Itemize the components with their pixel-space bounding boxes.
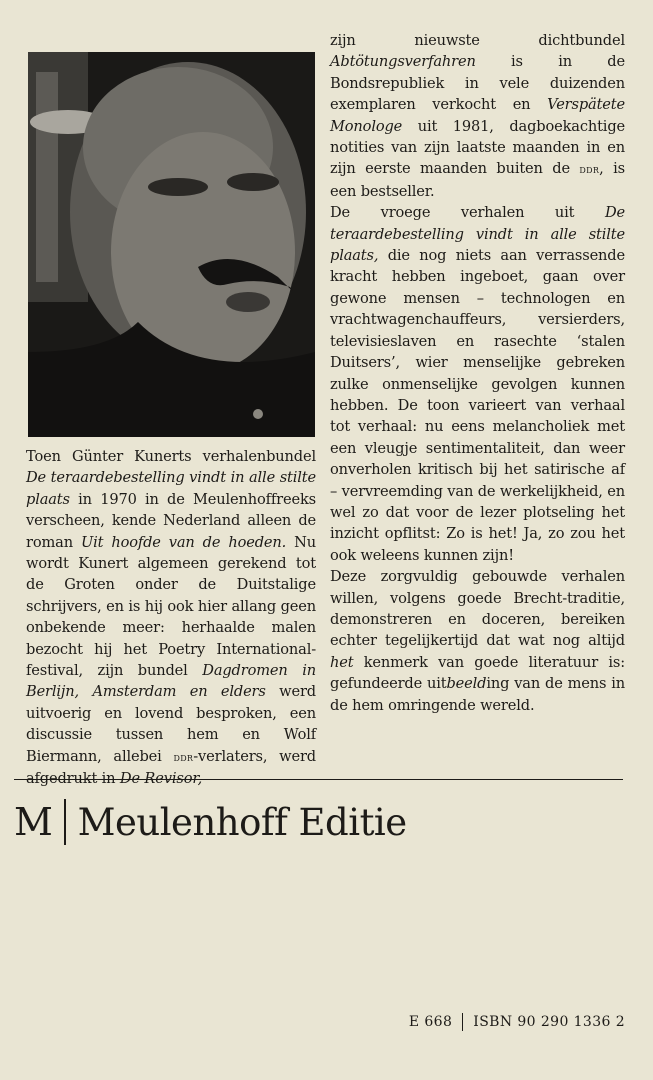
publisher-series-name: Meulenhoff Editie [77,800,407,844]
isbn-line [409,1013,625,1031]
portrait-image [28,52,315,437]
isbn-number: ISBN 90 290 1336 2 [473,1014,625,1030]
text-run: , is een bestseller. [330,160,625,200]
book-title: De teraardebestelling vindt in alle stilte plaats, [330,204,625,265]
text-run: Nu wordt Kunert algemeen gerekend tot de Groten onder de Duitstalige schrijvers, en is hij ook hier allang geen onbekende meer: herhaalde malen bezocht hij het Poetry International-festival, zijn bundel [26,533,316,680]
emphasis: beeld [446,675,487,693]
text-run: Toen Günter Kunerts verhalenbundel [26,448,316,465]
right-paragraph-2 [330,202,625,566]
right-text-column [330,30,625,716]
right-paragraph-1 [330,30,625,202]
book-title: Uit hoofde van de hoeden. [80,533,287,551]
publisher-logo-mark: M [14,800,53,844]
text-run: De vroege verhalen uit [330,204,605,222]
book-title: Verspätete Monologe [330,96,625,135]
text-run: Deze zorgvuldig gebouwde verhalen willen, volgens goede Brecht-traditie, demonstreren en doceren, bereiken echter tegelijkertijd dat wat nog altijd [330,568,625,650]
text-run: in 1970 in de Meulenhoffreeks verscheen, kende Nederland alleen de roman [26,490,316,551]
left-text-column [26,446,316,790]
ddr-abbrev: ddr [173,749,194,764]
text-run: uit 1981, dagboekachtige notities van zijn laatste maanden in en zijn eerste maanden buiten de [330,117,625,178]
author-portrait-photo [28,52,315,437]
text-run: werd uitvoerig en lovend besproken, een discussie tussen hem en Wolf Biermann, allebei [26,683,316,765]
ddr-abbrev: ddr [579,162,600,177]
left-paragraph [26,446,316,790]
divider-rule [14,779,623,780]
book-title: Dagdromen in Berlijn, Amsterdam en elders [26,662,316,701]
magazine-title: De Revisor, [119,770,203,788]
text-run: die nog niets aan verrassende kracht hebben ingeboet, gaan over gewone mensen – technologen en vrachtwagenchauffeurs, versierders, televisieslaven en rasechte ‘stalen Duitsers’, wier menselijke gebreken zulke onmenselijke gevolgen kunnen hebben. De toon varieert van verhaal tot verhaal: nu eens melancholiek met een vleugje sentimentaliteit, dan weer onverholen kritisch bij het satirische af – vervreemding van de werkelijkheid, en wel zo dat voor de lezer plotseling het inzicht opflitst: Zo is het! Ja, zo zou het ook weleens kunnen zijn! [330,247,625,564]
text-run: ing van de mens in de hem omringende wereld. [330,675,625,714]
text-run: kenmerk van goede literatuur is: gefundeerde uit [330,653,625,693]
emphasis: het [330,653,354,671]
text-run: -verlaters, werd afgedrukt in [26,747,316,788]
book-title: De teraardebestelling vindt in alle stilte plaats [26,469,316,508]
text-run: zijn nieuwste dichtbundel [330,32,625,49]
right-paragraph-3 [330,566,625,716]
book-title: Abtötungsverfahren [330,53,476,71]
publisher-brand [14,796,407,848]
isbn-separator [462,1013,463,1031]
brand-separator [64,799,65,845]
edition-number: E 668 [408,1014,453,1030]
text-run: is in de Bondsrepubliek in vele duizenden exemplaren verkocht en [330,53,625,114]
